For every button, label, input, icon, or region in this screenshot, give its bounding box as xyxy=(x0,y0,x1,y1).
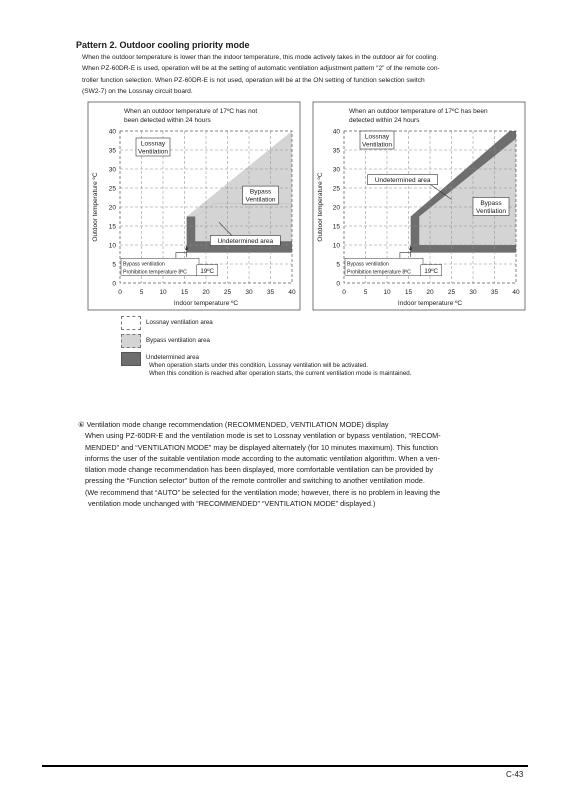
undetermined-label-text: Undetermined area xyxy=(217,238,274,245)
ventilation-diagrams xyxy=(0,0,569,320)
lossnay-label-text: Lossnay xyxy=(140,140,166,148)
legend-note-line: When operation starts under this condition, Lossnay ventilation will be activated. xyxy=(149,362,369,369)
chart-title-line: detected within 24 hours xyxy=(349,117,420,124)
y-axis-label: Outdoor temperature ºC xyxy=(92,172,99,242)
y-tick-label: 40 xyxy=(108,128,116,136)
x-tick-label: 15 xyxy=(404,289,413,296)
y-axis-label: Outdoor temperature ºC xyxy=(317,172,324,242)
x-tick-label: 5 xyxy=(363,289,368,296)
recommendation-section xyxy=(78,419,536,509)
temp-label-text: 19ºC xyxy=(200,267,215,275)
x-tick-label: 10 xyxy=(383,289,391,296)
y-tick-label: 5 xyxy=(336,261,340,269)
bypass-label-text: Ventilation xyxy=(245,196,276,204)
x-tick-label: 25 xyxy=(447,289,456,296)
page-number: C-43 xyxy=(506,770,524,779)
y-tick-label: 10 xyxy=(108,242,116,250)
y-tick-label: 25 xyxy=(108,185,116,193)
x-tick-label: 35 xyxy=(266,289,275,296)
y-tick-label: 20 xyxy=(332,204,340,212)
y-tick-label: 40 xyxy=(332,128,340,136)
section-line: MENDED” and “VENTILATION MODE” may be displayed alternately (for 10 minutes maximum). This function xyxy=(85,442,438,452)
x-tick-label: 5 xyxy=(139,289,144,296)
intro-line: When the outdoor temperature is lower than the indoor temperature, this mode actively takes in the outdoor air for cooling. xyxy=(82,54,439,61)
y-tick-label: 25 xyxy=(332,185,340,193)
intro-line: (SW2-7) on the Lossnay circuit board. xyxy=(82,87,193,95)
y-tick-label: 30 xyxy=(108,166,116,174)
legend-swatch-undetermined xyxy=(121,352,141,366)
legend-swatch-bypass xyxy=(121,334,141,348)
lossnay-label-text: Ventilation xyxy=(362,141,392,149)
chart-title-line: When an outdoor temperature of 17ºC has not xyxy=(124,108,258,115)
footer-rule xyxy=(42,765,528,767)
x-tick-label: 40 xyxy=(512,289,520,296)
x-tick-label: 0 xyxy=(342,289,346,296)
x-tick-label: 20 xyxy=(202,289,210,296)
y-tick-label: 5 xyxy=(112,261,116,269)
section-line: ventilation mode unchanged with “RECOMMENDED” “VENTILATION MODE” displayed.) xyxy=(88,499,376,509)
prohibition-text: Bypass ventilation xyxy=(123,261,165,268)
undetermined-label-text: Undetermined area xyxy=(374,177,431,185)
section-line: (We recommend that “AUTO” be selected for the ventilation mode; however, there is no problem in leaving the xyxy=(85,487,441,497)
x-tick-label: 40 xyxy=(288,289,296,296)
x-tick-label: 0 xyxy=(118,289,122,296)
x-axis-label: Indoor temperature ºC xyxy=(173,300,239,307)
intro-line: troller function selection. When PZ-60DR-E is not used, operation will be at the ON setting of function selection switch xyxy=(82,76,425,84)
chart-title-line: been detected within 24 hours xyxy=(124,117,211,124)
prohibition-text: Prohibition temperature 8ºC xyxy=(123,269,187,276)
section-line: tilation mode change recommendation has been displayed, more comfortable ventilation can be provided by xyxy=(85,465,434,475)
ventilation-chart-1 xyxy=(88,102,300,310)
y-tick-label: 10 xyxy=(332,242,340,250)
x-tick-label: 30 xyxy=(469,289,477,296)
x-tick-label: 15 xyxy=(180,289,189,296)
intro-line: When PZ-60DR-E is used, operation will be at the setting of automatic ventilation adjustment pattern “2” of the remote con- xyxy=(82,65,440,73)
y-tick-label: 20 xyxy=(108,204,116,212)
bypass-label-text: Ventilation xyxy=(476,208,506,215)
legend-note-line: When this condition is reached after operation starts, the current ventilation mode is maintained. xyxy=(149,370,412,377)
x-tick-label: 20 xyxy=(426,289,434,296)
x-tick-label: 25 xyxy=(223,289,232,296)
x-tick-label: 35 xyxy=(490,289,499,296)
legend-label-undetermined: Undetermined area xyxy=(146,354,199,361)
legend-label-lossnay: Lossnay ventilation area xyxy=(146,319,213,326)
y-tick-label: 15 xyxy=(332,223,340,231)
section-line: pressing the “Function selector” button of the remote controller and switching to another ventilation mode. xyxy=(85,476,425,486)
y-tick-label: 35 xyxy=(332,147,340,155)
prohibition-text: Prohibition temperature 8ºC xyxy=(347,269,411,276)
y-tick-label: 0 xyxy=(112,280,116,288)
lossnay-label-text: Lossnay xyxy=(364,133,390,141)
y-tick-label: 15 xyxy=(108,223,116,231)
section-line: informs the user of the suitable ventilation mode according to the automatic ventilation algorithm. When a ven- xyxy=(85,453,440,463)
chart-title-line: When an outdoor temperature of 17ºC has been xyxy=(349,108,488,115)
prohibition-text: Bypass ventilation xyxy=(347,261,389,268)
y-tick-label: 35 xyxy=(108,147,116,155)
bypass-label-text: Bypass xyxy=(249,188,272,196)
bypass-label-text: Bypass xyxy=(480,200,502,207)
temp-label-text: 19ºC xyxy=(424,267,439,275)
lossnay-label-text: Ventilation xyxy=(138,148,168,156)
x-axis-label: Indoor temperature ºC xyxy=(397,300,463,307)
legend-swatch-lossnay xyxy=(121,316,141,330)
y-tick-label: 0 xyxy=(336,280,340,288)
section-heading: ⑥ Ventilation mode change recommendation (RECOMMENDED, VENTILATION MODE) display xyxy=(78,420,389,429)
legend-label-bypass: Bypass ventilation area xyxy=(146,337,210,344)
x-tick-label: 10 xyxy=(159,289,167,296)
y-tick-label: 30 xyxy=(332,166,340,174)
ventilation-chart-2 xyxy=(313,102,525,310)
pattern-heading: Pattern 2. Outdoor cooling priority mode xyxy=(76,40,250,50)
x-tick-label: 30 xyxy=(245,289,253,296)
section-line: When using PZ-60DR-E and the ventilation mode is set to Lossnay ventilation or bypass ventilation, “RECOM- xyxy=(85,431,441,441)
